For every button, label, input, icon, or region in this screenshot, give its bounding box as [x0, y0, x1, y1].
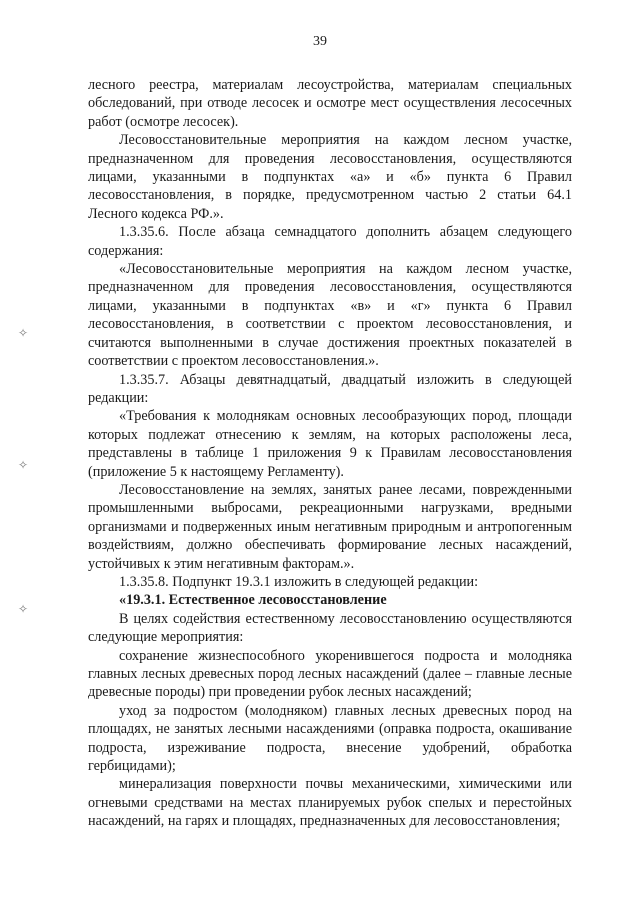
paragraph: 1.3.35.8. Подпункт 19.3.1 изложить в следующей редакции:: [119, 573, 479, 590]
paragraph: Лесовосстановление на землях, занятых ранее лесами, поврежденными промышленными выбросами, рекреационными нагрузками, вредными организмами и подверженных иным негативным природным и антропогенным воздействиям, должно обеспечивать формирование лесных насаждений, устойчивых к этим негативным факторам.».: [88, 481, 572, 572]
paragraph: 1.3.35.7. Абзацы девятнадцатый, двадцатый изложить в следующей редакции:: [88, 371, 572, 406]
paragraph: минерализация поверхности почвы механическими, химическими или огневыми средствами на местах планируемых рубок спелых и перестойных насаждений, на гарях и площадях, предназначенных для лесовосстановления;: [88, 776, 572, 830]
page-number: 39: [313, 34, 327, 49]
section-heading: «19.3.1. Естественное лесовосстановление: [119, 592, 387, 609]
paragraph: лесного реестра, материалам лесоустройства, материалам специальных обследований, при отводе лесосек и осмотре мест осуществления лесосечных работ (осмотре лесосек).: [88, 77, 572, 130]
paragraph: уход за подростом (молодняком) главных лесных древесных пород на площадях, не занятых лесными насаждениями (оправка подроста, окашивание подроста, изреживание подроста, внесение удобрений, обработка гербицидами);: [88, 702, 572, 775]
paragraph: Лесовосстановительные мероприятия на каждом лесном участке, предназначенном для проведения лесовосстановления, осуществляются лицами, указанными в подпунктах «а» и «б» пункта 6 Правил лесовосстановления, в порядке, предусмотренном частью 2 статьи 64.1 Лесного кодекса РФ.».: [88, 132, 572, 222]
document-body: [88, 76, 572, 831]
paragraph: сохранение жизнеспособного укоренившегося подроста и молодняка главных лесных древесных пород лесных насаждений (далее – главные лесные древесные породы) при проведении рубок лесных насаждений;: [88, 647, 572, 701]
scan-artifact-mark: ✧: [18, 326, 29, 340]
paragraph: «Лесовосстановительные мероприятия на каждом лесном участке, предназначенном для проведения лесовосстановления, осуществляются лицами, указанными в подпунктах «в» и «г» пункта 6 Правил лесовосстановления, в соответствии с проектом лесовосстановления, и считаются выполненными в случае достижения проектных показателей в соответствии с проектом лесовосстановления.».: [88, 261, 572, 370]
paragraph: «Требования к молоднякам основных лесообразующих пород, площади которых подлежат отнесению к землям, на которых расположены леса, представлены в таблице 1 приложения 9 к Правилам лесовосстановления (приложение 5 к настоящему Регламенту).: [88, 408, 572, 480]
paragraph: В целях содействия естественному лесовосстановлению осуществляются следующие мероприятия:: [88, 610, 572, 646]
paragraph: 1.3.35.6. После абзаца семнадцатого дополнить абзацем следующего содержания:: [88, 224, 572, 259]
scan-artifact-mark: ✧: [18, 458, 29, 472]
scan-artifact-mark: ✧: [18, 602, 29, 616]
